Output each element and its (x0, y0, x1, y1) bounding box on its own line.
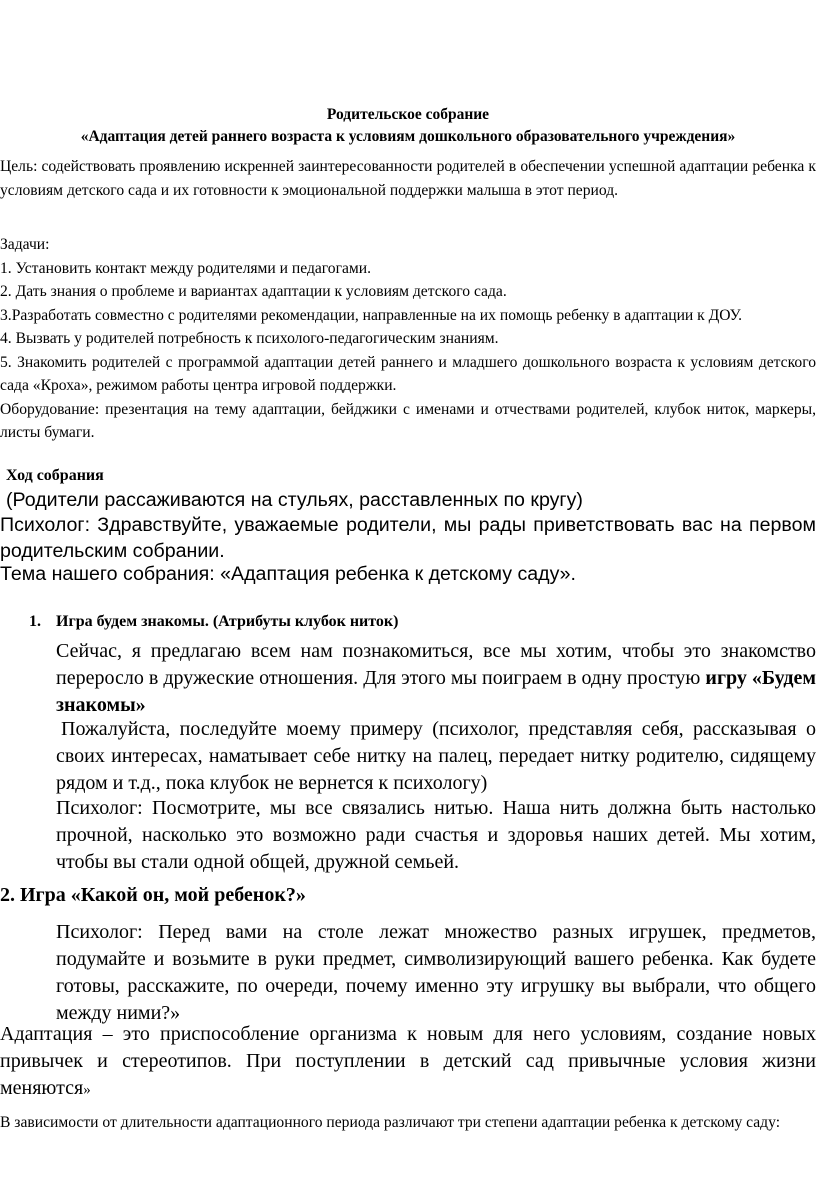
game1-paragraph-1 (56, 638, 816, 719)
title-line-1: Родительское собрание (326, 106, 490, 123)
adaptation-definition-end: » (83, 1082, 91, 1098)
game2-heading: 2. Игра «Какой он, мой ребенок?» (0, 884, 306, 906)
equipment-paragraph: Оборудование: презентация на тему адаптации, бейджики с именами и отчествами родителей, клубок ниток, маркеры, листы бумаги. (0, 400, 816, 441)
game1-paragraph-3: Психолог: Посмотрите, мы все связались нитью. Наша нить должна быть настолько прочной, насколько это возможно ради счастья и здоровья наших детей. Мы хотим, чтобы вы стали одной общей, дружной семьей. (56, 797, 816, 873)
adaptation-definition (0, 1021, 816, 1104)
goal-paragraph: Цель: содействовать проявлению искренней заинтересованности родителей в обеспечении успешной адаптации ребенка к условиям детского сада и их готовности к эмоциональной поддержки малыша в этот период. (0, 158, 816, 199)
degrees-paragraph: В зависимости от длительности адаптационного периода различают три степени адаптации ребенка к детскому саду: (0, 1114, 781, 1131)
game1-paragraph-2: Пожалуйста, последуйте моему примеру (психолог, представляя себя, рассказывая о своих интересах, наматывает себе нитку на палец, передает нитку родителю, сидящему рядом и т.д., пока клубок не вернется к психологу) (56, 718, 816, 794)
task-item-2: 2. Дать знания о проблеме и вариантах адаптации к условиям детского сада. (0, 283, 507, 300)
task-item-3: 3.Разработать совместно с родителями рекомендации, направленные на их помощь ребенку в адаптации к ДОУ. (0, 306, 743, 324)
tasks-section (0, 233, 816, 445)
task-item-5: 5. Знакомить родителей с программой адаптации детей раннего и младшего дошкольного возраста к условиям детского сада «Кроха», режимом работы центра игровой поддержки. (0, 353, 816, 394)
game1-title: Игра будем знакомы. (Атрибуты клубок ниток) (56, 613, 399, 630)
tasks-heading: Задачи: (0, 236, 50, 253)
document-title (0, 104, 816, 148)
course-heading: Ход собрания (6, 467, 104, 484)
game1-para1-bold: игру «Будем знакомы» (56, 667, 816, 716)
task-item-1: 1. Установить контакт между родителями и педагогами. (0, 259, 372, 277)
game2-paragraph: Психолог: Перед вами на столе лежат множество разных игрушек, предметов, подумайте и возьмите в руки предмет, символизирующий вашего ребенка. Как будете готовы, расскажите, по очереди, почему именно эту игрушку вы выбрали, что общего между ними?» (56, 921, 816, 1024)
task-item-4: 4. Вызвать у родителей потребность к психолого-педагогическим знаниям. (0, 330, 499, 347)
adaptation-definition-text: Адаптация – это приспособление организма к новым для него условиям, создание новых привычек и стереотипов. При поступлении в детский сад привычные условия жизни меняются (0, 1023, 816, 1099)
game1-para1-text: Сейчас, я предлагаю всем нам познакомиться, все мы хотим, чтобы это знакомство переросло в дружеские отношения. Для этого мы поиграем в одну простую (56, 640, 816, 689)
topic-line: Тема нашего собрания: «Адаптация ребенка к детскому саду». (0, 563, 576, 585)
game1-number: 1. (29, 613, 41, 630)
seating-note: (Родители рассаживаются на стульях, расставленных по кругу) (6, 489, 583, 511)
title-line-2: «Адаптация детей раннего возраста к условиям дошкольного образовательного учреждения» (80, 128, 736, 145)
game1-heading (29, 610, 816, 633)
greeting-paragraph: Психолог: Здравствуйте, уважаемые родители, мы рады приветствовать вас на первом родительским собрании. (0, 514, 816, 562)
